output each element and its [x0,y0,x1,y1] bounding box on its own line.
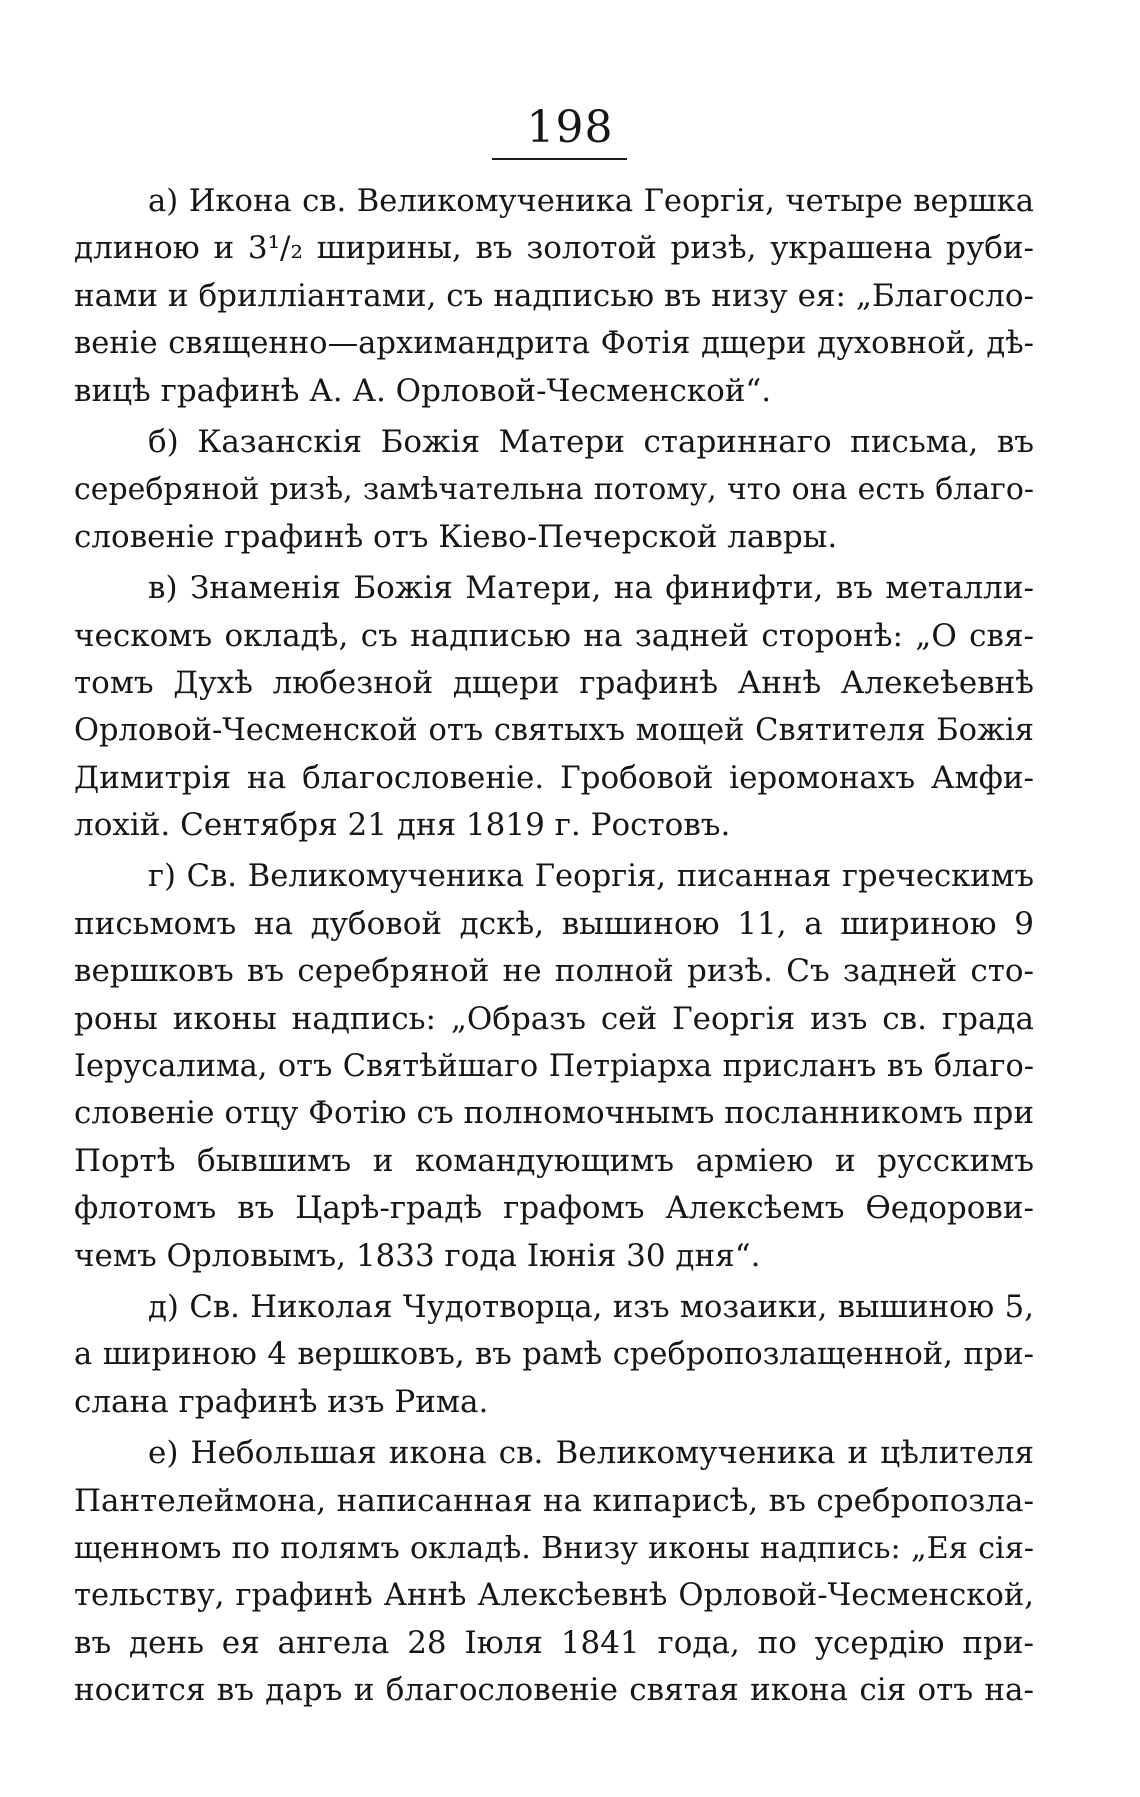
text-line: вицѣ графинѣ А. А. Орловой-Чесменской“. [74,372,772,409]
text-line: ческомъ окладѣ, съ надписью на задней сторонѣ: „О свя- [74,617,1034,654]
text-line: тельству, графинѣ Аннѣ Алексѣевнѣ Орловой-Чесменской, [74,1578,1034,1614]
text-line: щенномъ по полямъ окладѣ. Внизу иконы надпись: „Ея сія- [74,1530,1034,1566]
text-line: Пантелеймона, написанная на кипарисѣ, въ сребропозла- [74,1482,1034,1519]
paragraph-b [74,419,1034,561]
text-line: в) Знаменія Божія Матери, на финифти, въ металли- [148,570,1034,607]
text-line: веніе священно—архимандрита Фотія дщери духовной, дѣ- [74,326,1034,362]
text-line: серебряной ризѣ, замѣчательна потому, что она есть благо- [74,472,1034,508]
body-text [74,178,1034,1715]
text-line: е) Небольшая икона св. Великомученика и цѣлителя [148,1435,1034,1472]
paragraph-d [74,1284,1034,1426]
text-line: Орловой-Чесменской отъ святыхъ мощей Святителя Божія [74,713,1034,749]
text-line: роны иконы надпись: „Образъ сей Георгія изъ св. града [74,1000,1034,1037]
page-number-underline [492,158,627,160]
text-line: длиною и 3¹/₂ ширины, въ золотой ризѣ, украшена руби- [74,230,1034,267]
text-line: г) Св. Великомученика Георгія, писанная греческимъ [148,859,1034,895]
text-line: томъ Духѣ любезной дщери графинѣ Аннѣ Алекеѣевнѣ [74,664,1034,701]
text-line: письмомъ на дубовой дскѣ, вышиною 11, а шириною 9 [74,905,1034,942]
paragraph-g [74,853,1034,1280]
text-line: д) Св. Николая Чудотворца, изъ мозаики, вышиною 5, [148,1288,1034,1325]
text-line: въ день ея ангела 28 Іюля 1841 года, по усердію при- [74,1624,1034,1661]
text-line: лохій. Сентября 21 дня 1819 г. Ростовъ. [74,807,731,844]
text-line: слана графинѣ изъ Рима. [74,1383,489,1420]
text-line: а) Икона св. Великомученика Георгія, четыре вершка [148,184,1034,219]
text-line: Димитрія на благословеніе. Гробовой іеромонахъ Амфи- [74,759,1034,796]
text-line: словеніе графинѣ отъ Кіево-Печерской лавры. [74,518,838,555]
paragraph-a [74,178,1034,415]
page-number: 198 [526,102,614,153]
text-line: флотомъ въ Царѣ-градѣ графомъ Алексѣемъ Ѳедорови- [74,1190,1034,1227]
text-line: чемъ Орловымъ, 1833 года Іюнія 30 дня“. [74,1237,761,1274]
text-line: б) Казанскія Божія Матери стариннаго письма, въ [148,423,1034,460]
paragraph-v [74,565,1034,849]
text-line: а шириною 4 вершковъ, въ рамѣ сребропозлащенной, при- [74,1337,1034,1373]
text-line: Іерусалима, отъ Святѣйшаго Петріарха присланъ въ благо- [74,1049,1034,1085]
text-line: носится въ даръ и благословеніе святая икона сія отъ на- [74,1672,1034,1709]
text-line: вершковъ въ серебряной не полной ризѣ. Съ задней сто- [74,953,1034,990]
text-line: нами и бриллiантами, съ надписью въ низу ея: „Благосло- [74,277,1034,314]
text-line: Портѣ бывшимъ и командующимъ арміею и русскимъ [74,1142,1034,1179]
text-line: словеніе отцу Фотію съ полномочнымъ посланникомъ при [74,1095,1034,1132]
paragraph-e [74,1430,1034,1714]
